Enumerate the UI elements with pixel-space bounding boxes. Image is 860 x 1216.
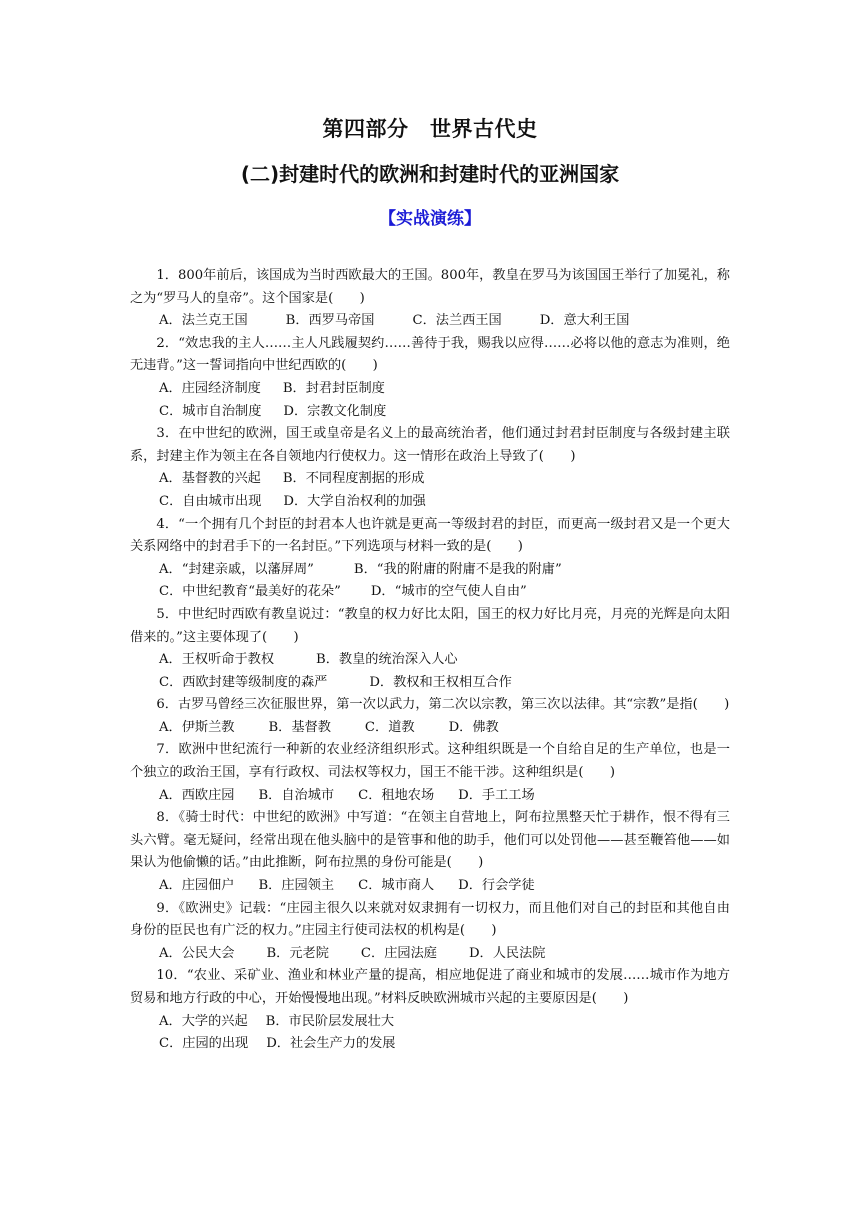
practice-label: 【实战演练】 [379,209,481,229]
options-row [130,1011,730,1034]
option-d: D．意大利王国 [539,313,630,329]
option-c: C．自由城市出现 [159,493,262,509]
option-d: D．教权和王权相互合作 [369,674,512,690]
options-row [130,717,730,740]
options-row [130,378,730,401]
option-b: B．封君封臣制度 [282,380,385,396]
options-row [130,559,730,582]
option-c: C．城市商人 [358,878,435,894]
option-a: A．庄园经济制度 [159,380,261,396]
question-10 [130,965,730,1055]
option-b: B．庄园领主 [258,878,335,894]
question-stem: 10．“农业、采矿业、渔业和林业产量的提高，相应地促进了商业和城市的发展……城市作为地方贸易和地方行政的中心，开始慢慢地出现。”材料反映欧洲城市兴起的主要原因是( ) [130,968,730,1006]
option-b: B．教皇的统治深入人心 [316,652,458,668]
option-a: A．王权听命于教权 [159,652,275,668]
question-stem: 5．中世纪时西欧有教皇说过：“教皇的权力好比太阳，国王的权力好比月亮，月亮的光辉是向太阳借来的。”这主要体现了( ) [130,606,730,645]
option-a: A．庄园佃户 [159,878,235,894]
option-b: B．自治城市 [258,787,335,803]
question-stem: 3．在中世纪的欧洲，国王或皇帝是名义上的最高统治者，他们通过封君封臣制度与各级封建主联系，封建主作为领主在各自领地内行使权力。这一情形在政治上导致了( ) [130,426,730,464]
question-stem: 4．“一个拥有几个封臣的封君本人也许就是更高一等级封君的封臣，而更高一级封君又是一个更大关系网络中的封君手下的一名封臣。”下列选项与材料一致的是( ) [130,516,730,555]
question-4 [130,514,730,604]
option-a: A．伊斯兰教 [159,719,235,735]
option-a: A．公民大会 [159,945,235,961]
question-5 [130,604,730,694]
option-b: B．不同程度割据的形成 [282,471,425,487]
question-2 [130,333,730,423]
options-row [130,581,730,604]
options-row [130,672,730,695]
option-d: D．大学自治权利的加强 [283,493,426,509]
option-c: C．西欧封建等级制度的森严 [159,674,328,690]
option-c: C．法兰西王国 [412,313,502,329]
question-8 [130,807,730,897]
question-stem: 8．《骑士时代：中世纪的欧洲》中写道：“在领主自营地上，阿布拉黑整天忙于耕作，恨不得有三头六臂。毫无疑问，经常出现在他头脑中的是管事和他的助手，他们可以处罚他——甚至鞭笞他——如果认为他偷懒的话。”由此推断，阿布拉黑的身份可能是( ) [130,810,730,871]
question-stem: 7．欧洲中世纪流行一种新的农业经济组织形式。这种组织既是一个自给自足的生产单位，也是一个独立的政治王国，享有行政权、司法权等权力，国王不能干涉。这种组织是( ) [130,742,730,781]
question-9 [130,898,730,966]
option-d: D．宗教文化制度 [283,403,387,419]
option-c: C．租地农场 [358,787,435,803]
options-row [130,785,730,808]
question-stem: 1．800年前后，该国成为当时西欧最大的王国。800年，教皇在罗马为该国国王举行了加冕礼，称之为“罗马人的皇帝”。这个国家是( ) [130,268,730,306]
options-row [130,1033,730,1056]
question-6 [130,694,730,739]
option-d: D．佛教 [448,719,499,735]
option-a: A．“封建亲戚，以藩屏周” [159,561,314,577]
option-b: B．基督教 [268,719,331,735]
option-a: A．西欧庄园 [159,787,235,803]
option-c: C．道教 [364,719,415,735]
part-title: 第四部分 世界古代史 [322,117,538,141]
options-row [130,401,730,424]
option-a: A．法兰克王国 [159,313,248,329]
option-b: B．市民阶层发展壮大 [265,1013,395,1029]
question-1 [130,265,730,333]
option-d: D．手工工场 [458,787,535,803]
options-row [130,310,730,333]
option-b: B．元老院 [266,945,329,961]
options-row [130,468,730,491]
question-3 [130,423,730,513]
option-c: C．中世纪教育“最美好的花朵” [159,584,341,600]
options-row [130,875,730,898]
option-c: C．庄园的出现 [159,1036,249,1052]
options-row [130,491,730,514]
option-a: A．大学的兴起 [159,1013,248,1029]
option-d: D．社会生产力的发展 [266,1036,396,1052]
option-a: A．基督教的兴起 [159,471,261,487]
option-c: C．庄园法庭 [360,945,437,961]
question-list [130,265,730,1056]
question-stem: 6．古罗马曾经三次征服世界，第一次以武力，第二次以宗教，第三次以法律。其“宗教”是指( ) [156,697,730,713]
option-d: D．“城市的空气使人自由” [370,584,527,600]
option-d: D．行会学徒 [458,878,535,894]
options-row [130,943,730,966]
option-c: C．城市自治制度 [159,403,262,419]
question-stem: 9．《欧洲史》记载：“庄园主很久以来就对奴隶拥有一切权力，而且他们对自己的封臣和其他自由身份的臣民也有广泛的权力。”庄园主行使司法权的机构是( ) [130,900,730,939]
section-title: (二)封建时代的欧洲和封建时代的亚洲国家 [240,162,620,186]
options-row [130,649,730,672]
question-stem: 2．“效忠我的主人……主人凡践履契约……善待于我，赐我以应得……必将以他的意志为准则，绝无违背。”这一誓词指向中世纪西欧的( ) [130,335,730,374]
option-b: B．“我的附庸的附庸不是我的附庸” [353,561,562,577]
question-7 [130,739,730,807]
option-d: D．人民法院 [468,945,546,961]
option-b: B．西罗马帝国 [285,313,375,329]
